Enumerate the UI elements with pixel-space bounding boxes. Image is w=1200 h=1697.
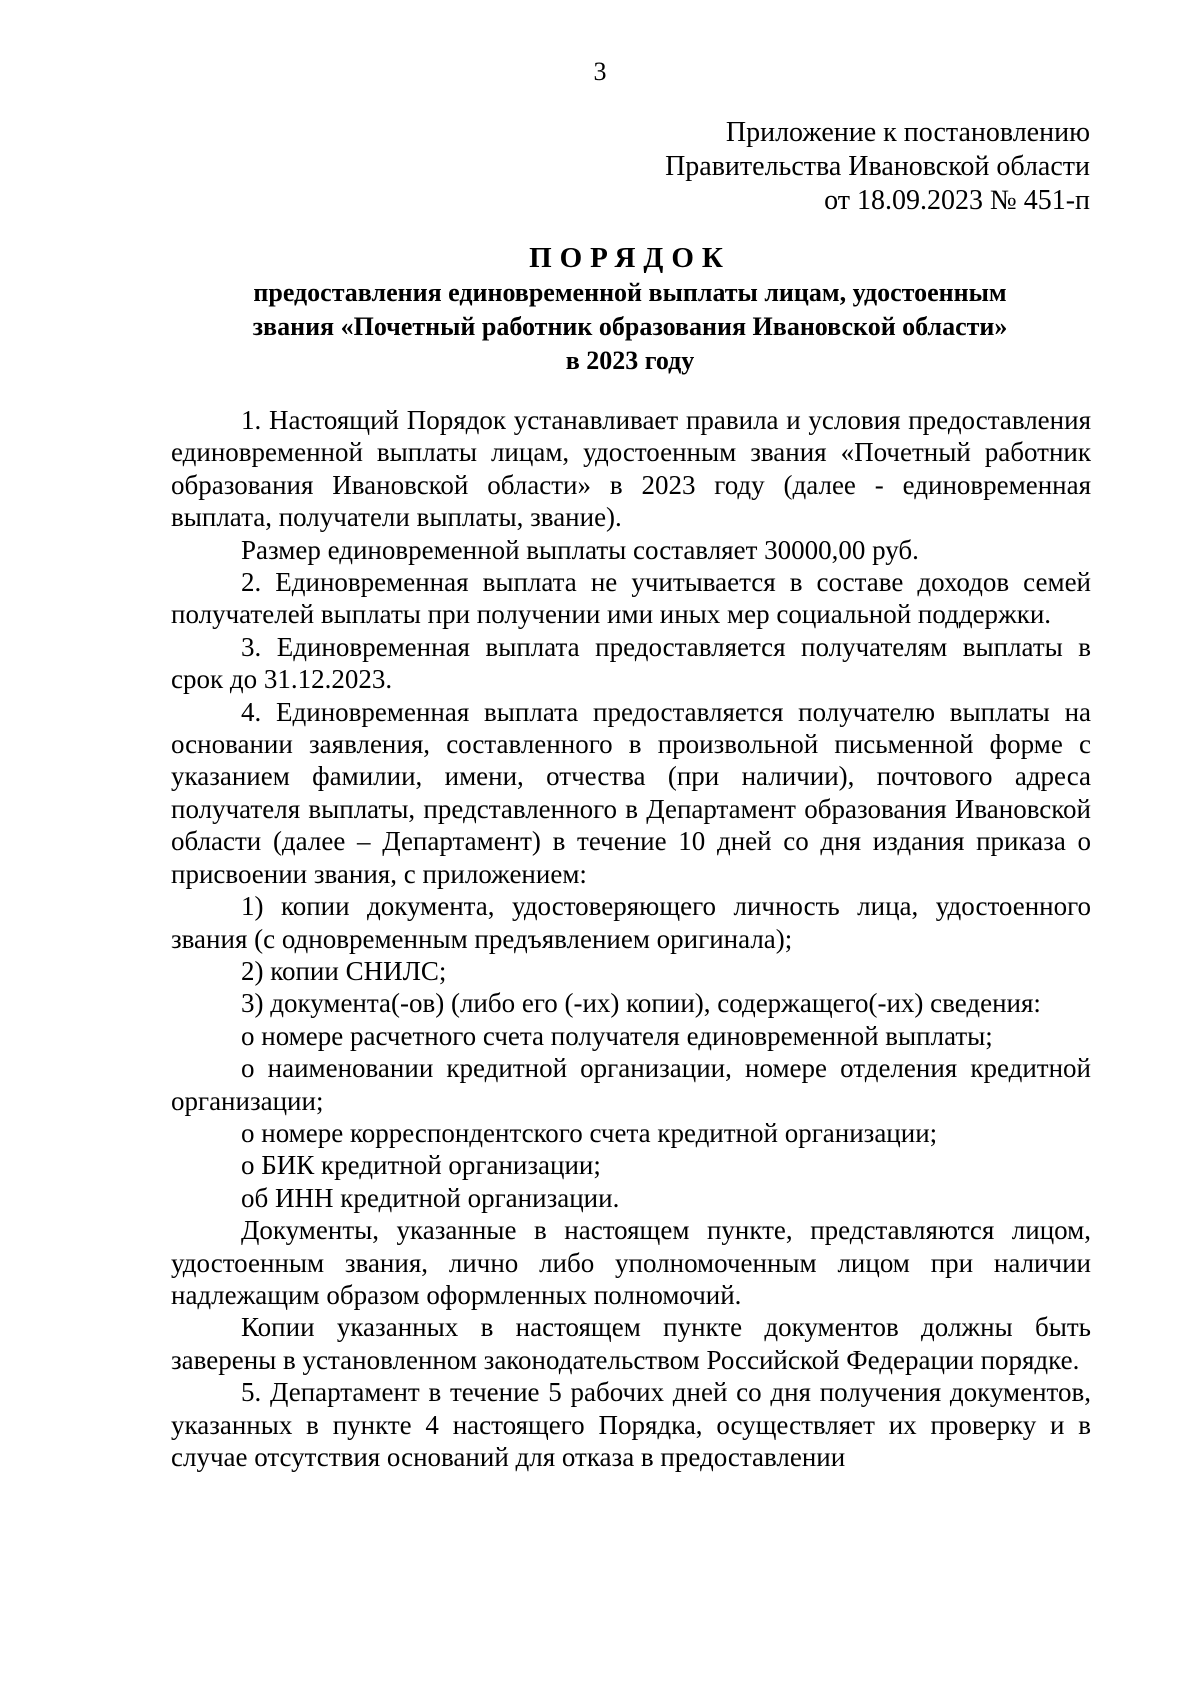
appendix-line-1: Приложение к постановлению [725, 117, 1090, 148]
appendix-line-3: от 18.09.2023 № 451-п [824, 185, 1090, 216]
paragraph-4-corr-account: о номере корреспондентского счета кредитной организации; [241, 1117, 938, 1148]
paragraph-4-bank-name: о наименовании кредитной организации, номере отделения кредитной организации; [171, 1053, 1091, 1116]
paragraph-4: 4. Единовременная выплата предоставляется получателю выплаты на основании заявления, составленного в произвольной письменной форме с указанием фамилии, имени, отчества (при наличии), почтового адреса получателя выплаты, представленного в Департамент образования Ивановской области (далее – Департамент) в течение 10 дней со дня издания приказа о присвоении звания, с приложением: [171, 696, 1091, 889]
paragraph-payment-amount: Размер единовременной выплаты составляет 30000,00 руб. [241, 534, 919, 565]
title-block [170, 240, 1090, 378]
paragraph-4-inn: об ИНН кредитной организации. [241, 1182, 620, 1213]
paragraph-4-account: о номере расчетного счета получателя единовременной выплаты; [241, 1020, 993, 1051]
document-subtitle: предоставления единовременной выплаты лицам, удостоенным звания «Почетный работник образования Ивановской области» в 2023 году [252, 278, 1008, 375]
paragraph-1: 1. Настоящий Порядок устанавливает правила и условия предоставления единовременной выплаты лицам, удостоенным звания «Почетный работник образования Ивановской области» в 2023 году (далее - единовременная выплата, получатели выплаты, звание). [171, 405, 1091, 533]
appendix-line-2: Правительства Ивановской области [665, 151, 1090, 182]
paragraph-4-item-1: 1) копии документа, удостоверяющего личность лица, удостоенного звания (с одновременным предъявлением оригинала); [171, 891, 1091, 954]
page-number: 3 [593, 57, 607, 86]
paragraph-4-item-3: 3) документа(-ов) (либо его (-их) копии), содержащего(-их) сведения: [241, 988, 1041, 1019]
paragraph-documents-submission: Документы, указанные в настоящем пункте, представляются лицом, удостоенным звания, лично либо уполномоченным лицом при наличии надлежащим образом оформленных полномочий. [171, 1215, 1091, 1310]
document-body [171, 404, 1091, 1473]
paragraph-3: 3. Единовременная выплата предоставляется получателям выплаты в срок до 31.12.2023. [171, 631, 1091, 695]
paragraph-5: 5. Департамент в течение 5 рабочих дней со дня получения документов, указанных в пункте 4 настоящего Порядка, осуществляет их проверку и в случае отсутствия оснований для отказа в предоставлении [171, 1377, 1091, 1472]
paragraph-copies-certified: Копии указанных в настоящем пункте документов должны быть заверены в установленном законодательством Российской Федерации порядке. [171, 1312, 1091, 1375]
document-title: ПОРЯДОК [529, 242, 731, 274]
paragraph-4-item-2: 2) копии СНИЛС; [241, 955, 447, 986]
paragraph-2: 2. Единовременная выплата не учитывается в составе доходов семей получателей выплаты при получении ими иных мер социальной поддержки. [171, 567, 1091, 630]
appendix-header [665, 116, 1090, 218]
paragraph-4-bik: о БИК кредитной организации; [241, 1150, 601, 1181]
